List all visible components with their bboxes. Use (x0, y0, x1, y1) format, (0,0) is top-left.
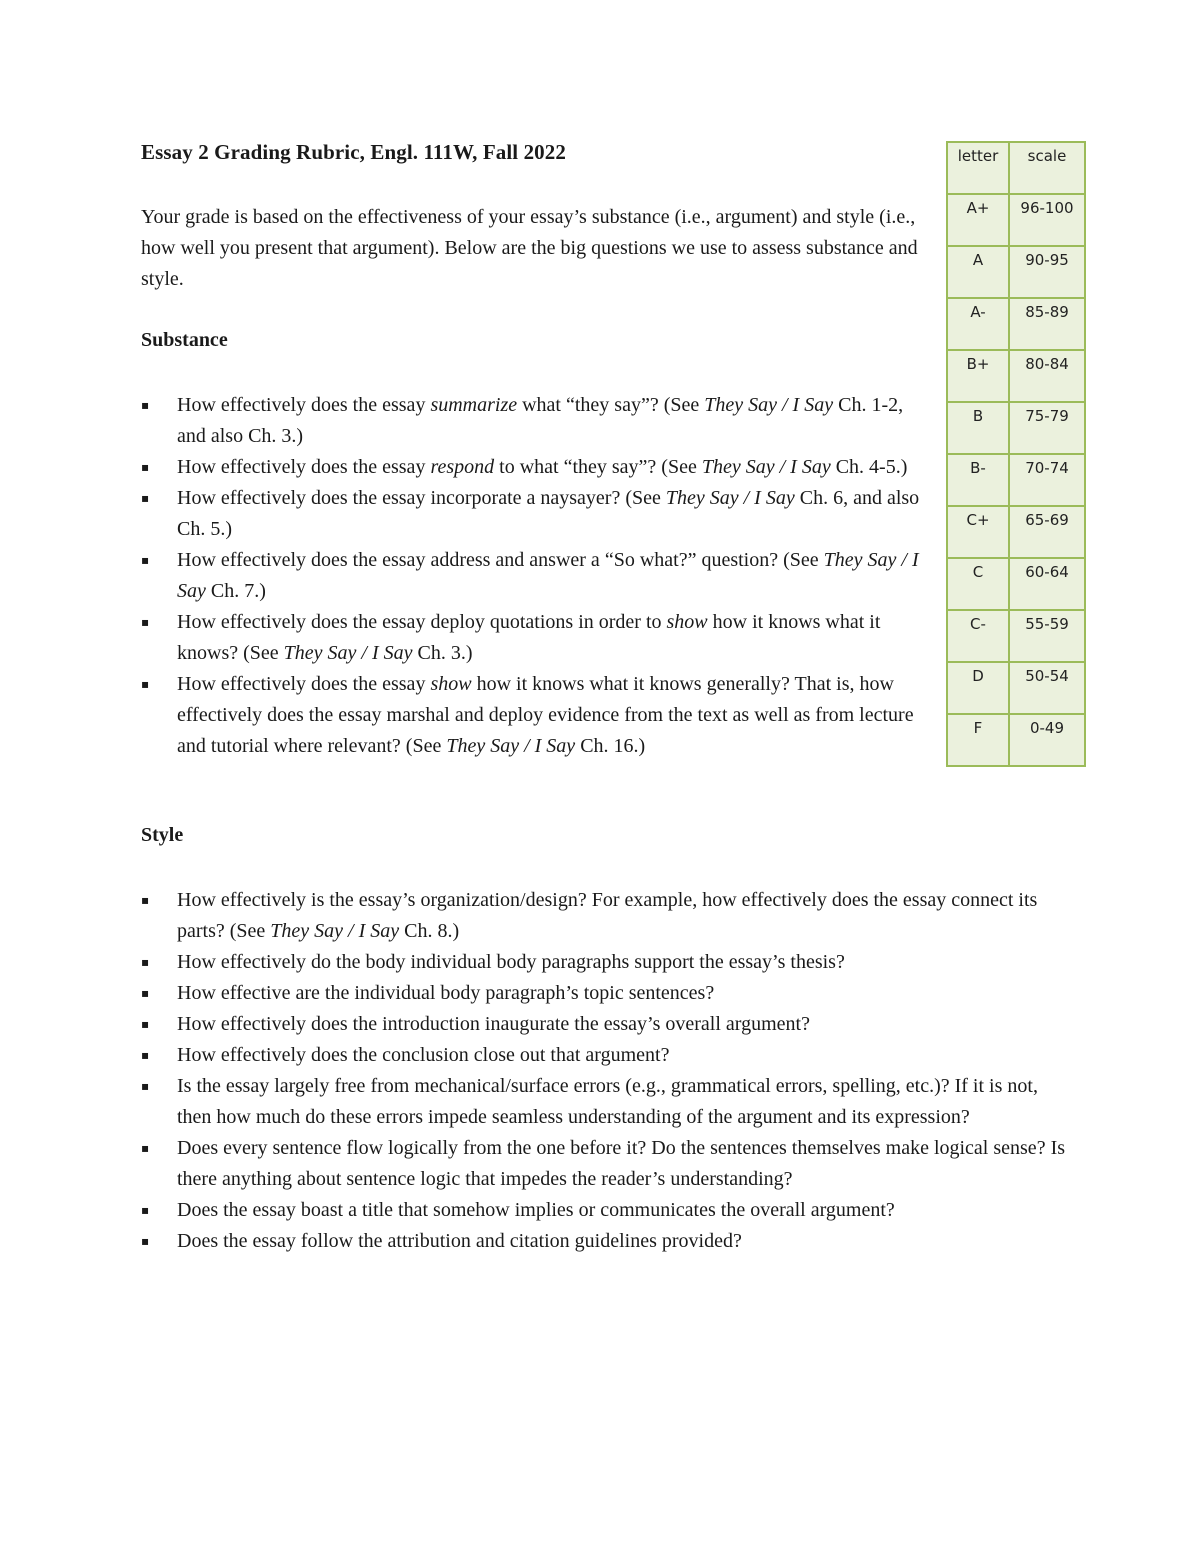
list-item (141, 1226, 1071, 1257)
list-item (141, 483, 936, 545)
bullet-icon: ▪ (141, 1203, 150, 1217)
bullet-icon: ▪ (141, 893, 150, 907)
bullet-icon: ▪ (141, 553, 150, 567)
letter-cell: D (947, 662, 1009, 714)
letter-cell: C+ (947, 506, 1009, 558)
scale-cell: 50-54 (1009, 662, 1085, 714)
italic-text: They Say / I Say (446, 735, 576, 757)
item-text: Ch. 1-2, and also Ch. 3.) (177, 394, 904, 447)
bullet-icon: ▪ (141, 986, 150, 1000)
list-item (141, 1071, 1071, 1133)
scale-cell: 70-74 (1009, 454, 1085, 506)
italic-text: They Say / I Say (701, 456, 831, 478)
letter-cell: F (947, 714, 1009, 766)
intro-paragraph: Your grade is based on the effectiveness of your essay’s substance (i.e., argument) and style (i.e., how well you present that argument). Below are the big questions we use to assess substance and style. (141, 206, 918, 290)
item-text: what “they say”? (See (517, 394, 705, 416)
item-text: How effectively does the essay (177, 394, 431, 416)
item-text: How effectively does the essay (177, 456, 431, 478)
list-item (141, 1009, 1071, 1040)
table-header-row (947, 142, 1085, 194)
item-text: How effectively does the essay (177, 673, 431, 695)
item-text: How effectively does the essay deploy quotations in order to (177, 611, 667, 633)
item-text: How effectively does the essay address and answer a “So what?” question? (See (177, 549, 824, 571)
table-row (947, 506, 1085, 558)
letter-cell: C (947, 558, 1009, 610)
bullet-icon: ▪ (141, 1141, 150, 1155)
list-item (141, 885, 1071, 947)
item-text: How effective are the individual body paragraph’s topic sentences? (177, 982, 715, 1004)
list-item (141, 607, 936, 669)
italic-text: They Say / I Say (283, 642, 413, 664)
bullet-icon: ▪ (141, 1079, 150, 1093)
table-row (947, 610, 1085, 662)
letter-cell: A (947, 246, 1009, 298)
scale-cell: 0-49 (1009, 714, 1085, 766)
item-text: How effectively does the essay incorporate a naysayer? (See (177, 487, 666, 509)
italic-text: They Say / I Say (177, 549, 919, 602)
document-title: Essay 2 Grading Rubric, Engl. 111W, Fall 2022 (141, 140, 566, 164)
list-item (141, 390, 936, 452)
substance-heading: Substance (141, 329, 228, 351)
header-letter: letter (947, 142, 1009, 194)
bullet-icon: ▪ (141, 1048, 150, 1062)
list-item (141, 978, 1071, 1009)
item-text: Does the essay boast a title that somehow implies or communicates the overall argument? (177, 1199, 895, 1221)
letter-cell: B (947, 402, 1009, 454)
item-text: how it knows what it knows? (See (177, 611, 881, 664)
item-text: Is the essay largely free from mechanical/surface errors (e.g., grammatical errors, spelling, etc.)? If it is not, then how much do these errors impede seamless understanding of the argument and its expression? (177, 1075, 1038, 1128)
bullet-icon: ▪ (141, 1234, 150, 1248)
italic-text: They Say / I Say (665, 487, 795, 509)
scale-cell: 65-69 (1009, 506, 1085, 558)
table-row (947, 714, 1085, 766)
item-text: Ch. 6, and also Ch. 5.) (177, 487, 920, 540)
item-text: Ch. 4-5.) (830, 456, 908, 478)
table-row (947, 558, 1085, 610)
style-heading: Style (141, 824, 184, 846)
scale-cell: 80-84 (1009, 350, 1085, 402)
item-text: Does the essay follow the attribution and citation guidelines provided? (177, 1230, 742, 1252)
item-text: How effectively does the introduction inaugurate the essay’s overall argument? (177, 1013, 810, 1035)
letter-cell: B- (947, 454, 1009, 506)
item-text: Ch. 16.) (575, 735, 646, 757)
bullet-icon: ▪ (141, 491, 150, 505)
list-item (141, 545, 936, 607)
item-text: to what “they say”? (See (494, 456, 702, 478)
scale-cell: 90-95 (1009, 246, 1085, 298)
bullet-icon: ▪ (141, 398, 150, 412)
letter-cell: B+ (947, 350, 1009, 402)
table-row (947, 194, 1085, 246)
italic-text: show (430, 673, 472, 695)
item-text: Does every sentence flow logically from the one before it? Do the sentences themselves make logical sense? Is there anything about sentence logic that impedes the reader’s understanding? (177, 1137, 1066, 1190)
list-item (141, 452, 936, 483)
bullet-icon: ▪ (141, 460, 150, 474)
item-text: Ch. 3.) (412, 642, 473, 664)
item-text: How effectively do the body individual body paragraphs support the essay’s thesis? (177, 951, 845, 973)
bullet-icon: ▪ (141, 677, 150, 691)
bullet-icon: ▪ (141, 1017, 150, 1031)
letter-cell: C- (947, 610, 1009, 662)
style-list (141, 885, 1071, 1257)
italic-text: summarize (430, 394, 518, 416)
scale-cell: 60-64 (1009, 558, 1085, 610)
table-row (947, 662, 1085, 714)
scale-cell: 55-59 (1009, 610, 1085, 662)
bullet-icon: ▪ (141, 955, 150, 969)
substance-list (141, 390, 936, 762)
table-row (947, 298, 1085, 350)
scale-cell: 85-89 (1009, 298, 1085, 350)
italic-text: show (666, 611, 708, 633)
list-item (141, 669, 936, 762)
table-row (947, 454, 1085, 506)
list-item (141, 1133, 1071, 1195)
letter-cell: A+ (947, 194, 1009, 246)
table-row (947, 402, 1085, 454)
scale-cell: 75-79 (1009, 402, 1085, 454)
scale-cell: 96-100 (1009, 194, 1085, 246)
item-text: Ch. 7.) (205, 580, 266, 602)
item-text: how it knows what it knows generally? That is, how effectively does the essay marshal and deploy evidence from the text as well as from lecture and tutorial where relevant? (See (177, 673, 914, 757)
table-row (947, 246, 1085, 298)
item-text: Ch. 8.) (399, 920, 460, 942)
bullet-icon: ▪ (141, 615, 150, 629)
italic-text: They Say / I Say (270, 920, 400, 942)
letter-cell: A- (947, 298, 1009, 350)
item-text: How effectively is the essay’s organization/design? For example, how effectively does the essay connect its parts? (See (177, 889, 1038, 942)
italic-text: They Say / I Say (704, 394, 834, 416)
list-item (141, 1040, 1071, 1071)
italic-text: respond (430, 456, 495, 478)
table-row (947, 350, 1085, 402)
grade-scale-table (946, 141, 1086, 767)
list-item (141, 947, 1071, 978)
item-text: How effectively does the conclusion close out that argument? (177, 1044, 670, 1066)
header-scale: scale (1009, 142, 1085, 194)
list-item (141, 1195, 1071, 1226)
